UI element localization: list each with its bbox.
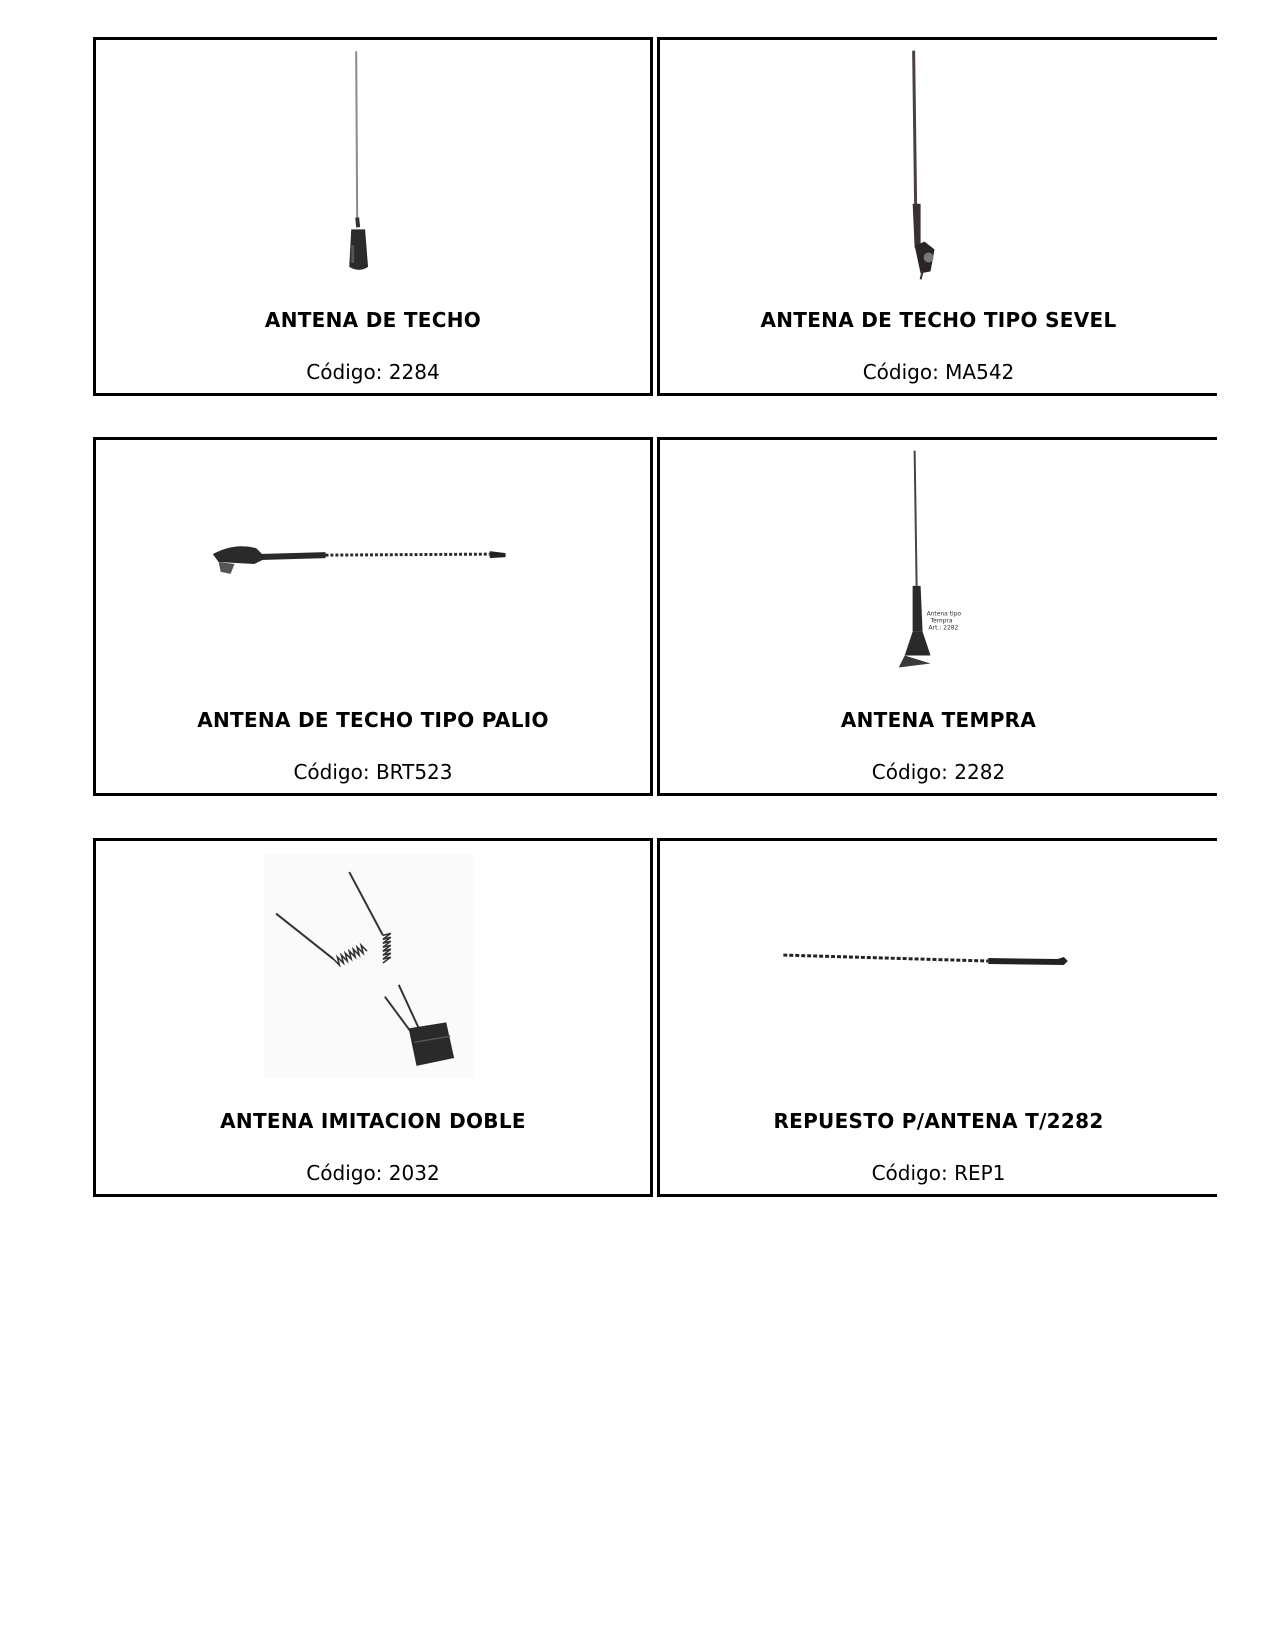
code-value: BRT523 xyxy=(375,760,453,784)
sticker-line: Tempra xyxy=(930,617,953,625)
product-code xyxy=(96,760,650,784)
sticker-line: Antena tipo xyxy=(926,610,962,618)
code-label: Código: xyxy=(306,1161,383,1185)
product-title: ANTENA DE TECHO TIPO SEVEL xyxy=(760,308,1117,332)
code-value: 2282 xyxy=(954,760,1006,784)
product-card xyxy=(93,37,653,396)
code-label: Código: xyxy=(862,360,939,384)
antenna-tempra-icon xyxy=(660,446,1217,686)
product-card xyxy=(657,37,1217,396)
product-card xyxy=(657,437,1217,796)
roof-antenna-rod-icon xyxy=(96,46,650,286)
code-value: 2032 xyxy=(388,1161,440,1185)
product-card xyxy=(657,838,1217,1197)
roof-antenna-sevel-icon xyxy=(660,46,1217,286)
product-code xyxy=(96,360,650,384)
sticker-line: Art.: 2282 xyxy=(928,624,959,632)
code-value: MA542 xyxy=(945,360,1015,384)
code-label: Código: xyxy=(293,760,370,784)
antenna-rod-spare-icon xyxy=(660,847,1217,1087)
code-label: Código: xyxy=(871,1161,948,1185)
product-title: ANTENA DE TECHO xyxy=(264,308,482,332)
product-code xyxy=(660,760,1217,784)
product-card xyxy=(93,437,653,796)
code-label: Código: xyxy=(871,760,948,784)
product-card xyxy=(93,838,653,1197)
double-antenna-icon xyxy=(96,847,650,1087)
roof-antenna-palio-icon xyxy=(96,446,650,686)
product-code xyxy=(660,1161,1217,1185)
product-title: REPUESTO P/ANTENA T/2282 xyxy=(773,1109,1104,1133)
product-title: ANTENA DE TECHO TIPO PALIO xyxy=(197,708,549,732)
code-value: REP1 xyxy=(954,1161,1006,1185)
code-label: Código: xyxy=(306,360,383,384)
product-title: ANTENA TEMPRA xyxy=(840,708,1037,732)
code-value: 2284 xyxy=(388,360,440,384)
product-title: ANTENA IMITACION DOBLE xyxy=(220,1109,526,1133)
product-code xyxy=(660,360,1217,384)
product-code xyxy=(96,1161,650,1185)
